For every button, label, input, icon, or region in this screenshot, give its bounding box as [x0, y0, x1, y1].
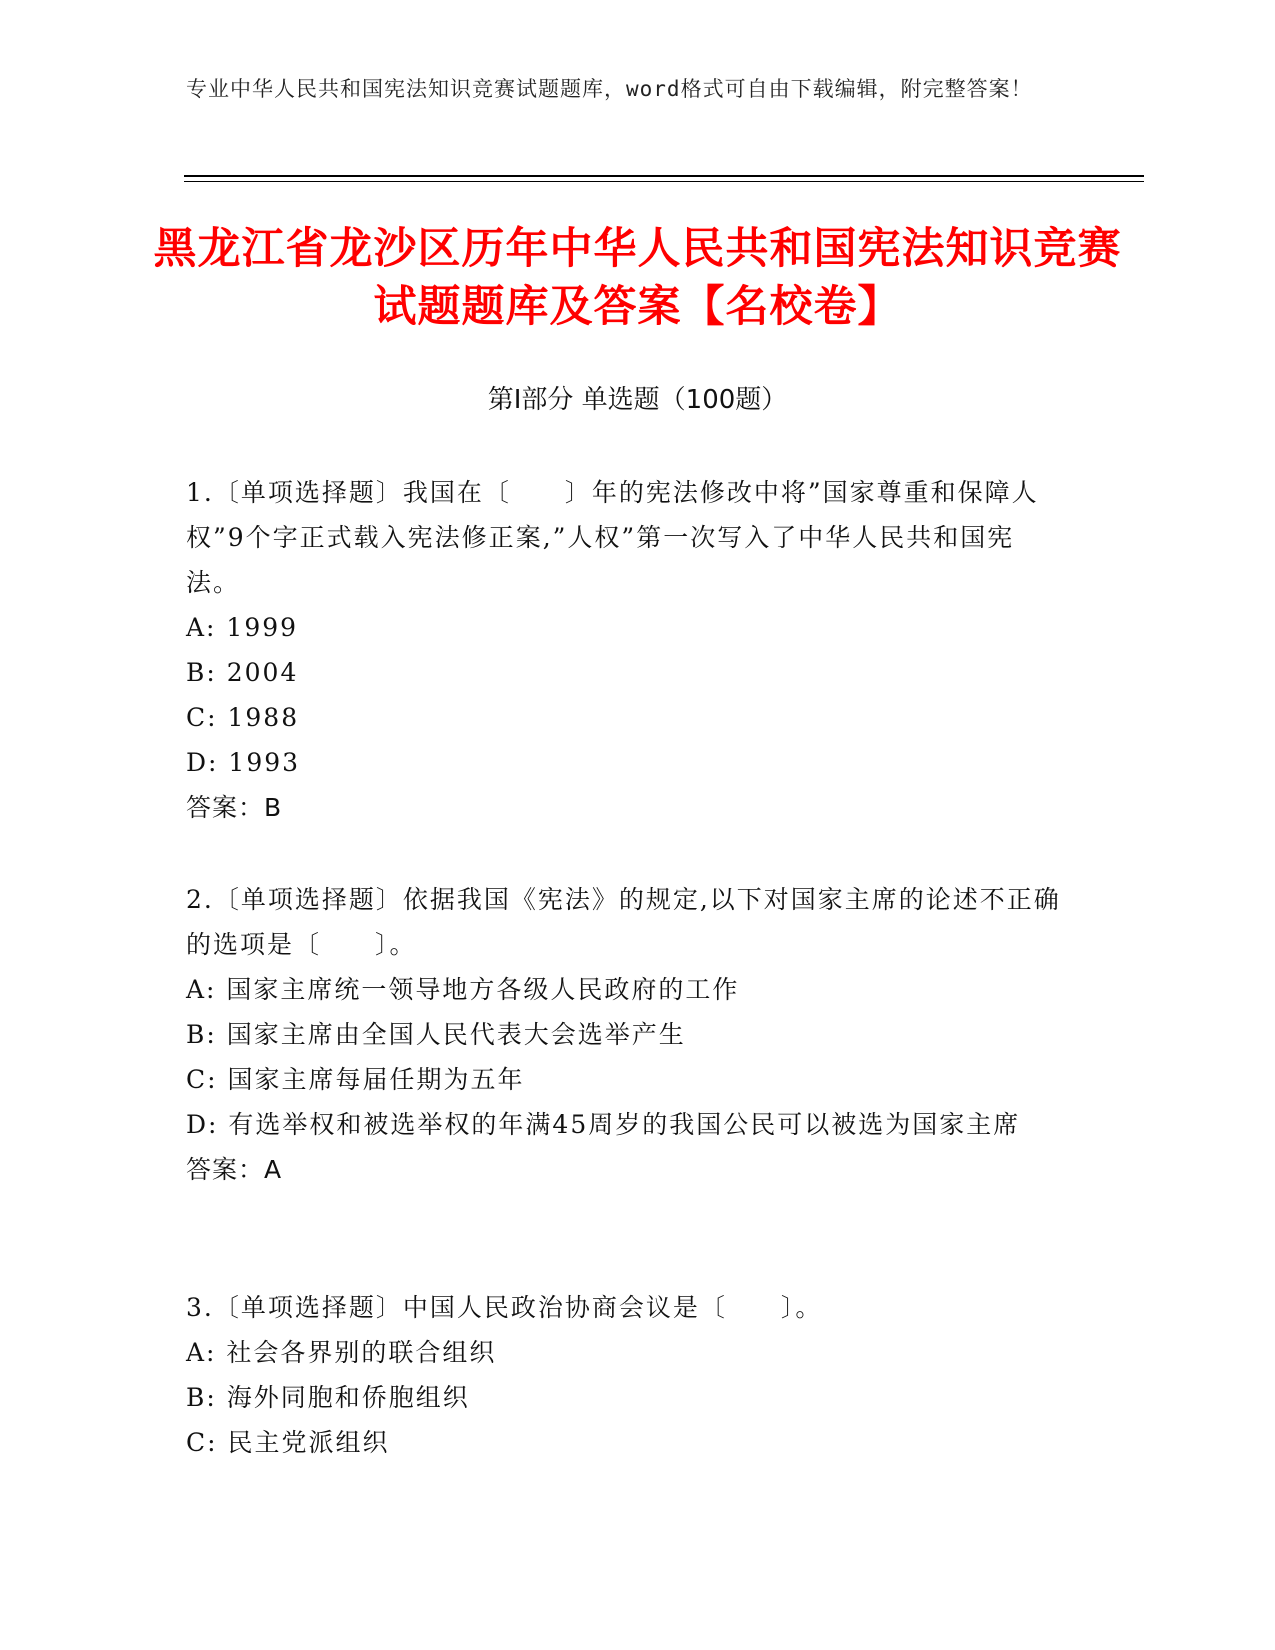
question-block-3	[186, 1285, 1066, 1465]
question-stem: 2.〔单项选择题〕依据我国《宪法》的规定,以下对国家主席的论述不正确的选项是〔 〕。	[186, 885, 1061, 959]
option-a: A: 社会各界别的联合组织	[186, 1338, 497, 1367]
option-b: B: 2004	[186, 658, 299, 687]
document-title: 黑龙江省龙沙区历年中华人民共和国宪法知识竞赛试题题库及答案【名校卷】	[153, 224, 1122, 332]
option-a: A: 国家主席统一领导地方各级人民政府的工作	[186, 975, 740, 1004]
option-c: C: 1988	[186, 703, 300, 732]
question-block-1	[186, 470, 1066, 830]
question-stem: 1.〔单项选择题〕我国在〔 〕年的宪法修改中将”国家尊重和保障人权”9个字正式载入宪法修正案,”人权”第一次写入了中华人民共和国宪法。	[186, 478, 1039, 597]
answer-line: 答案：A	[186, 1155, 283, 1184]
section-heading: 第Ⅰ部分 单选题（100题）	[487, 385, 788, 415]
option-a: A: 1999	[186, 613, 299, 642]
option-c: C: 民主党派组织	[186, 1428, 390, 1457]
header-divider-thin	[184, 181, 1144, 182]
option-d: D: 1993	[186, 748, 301, 777]
option-b: B: 海外同胞和侨胞组织	[186, 1383, 470, 1412]
option-b: B: 国家主席由全国人民代表大会选举产生	[186, 1020, 686, 1049]
question-stem: 3.〔单项选择题〕中国人民政治协商会议是〔 〕。	[186, 1293, 823, 1322]
option-c: C: 国家主席每届任期为五年	[186, 1065, 525, 1094]
question-block-2	[186, 877, 1066, 1192]
header-divider-thick	[184, 175, 1144, 177]
answer-line: 答案：B	[186, 793, 283, 822]
header-note: 专业中华人民共和国宪法知识竞赛试题题库，word格式可自由下载编辑，附完整答案！	[186, 77, 1033, 101]
option-d: D: 有选举权和被选举权的年满45周岁的我国公民可以被选为国家主席	[186, 1110, 1021, 1139]
